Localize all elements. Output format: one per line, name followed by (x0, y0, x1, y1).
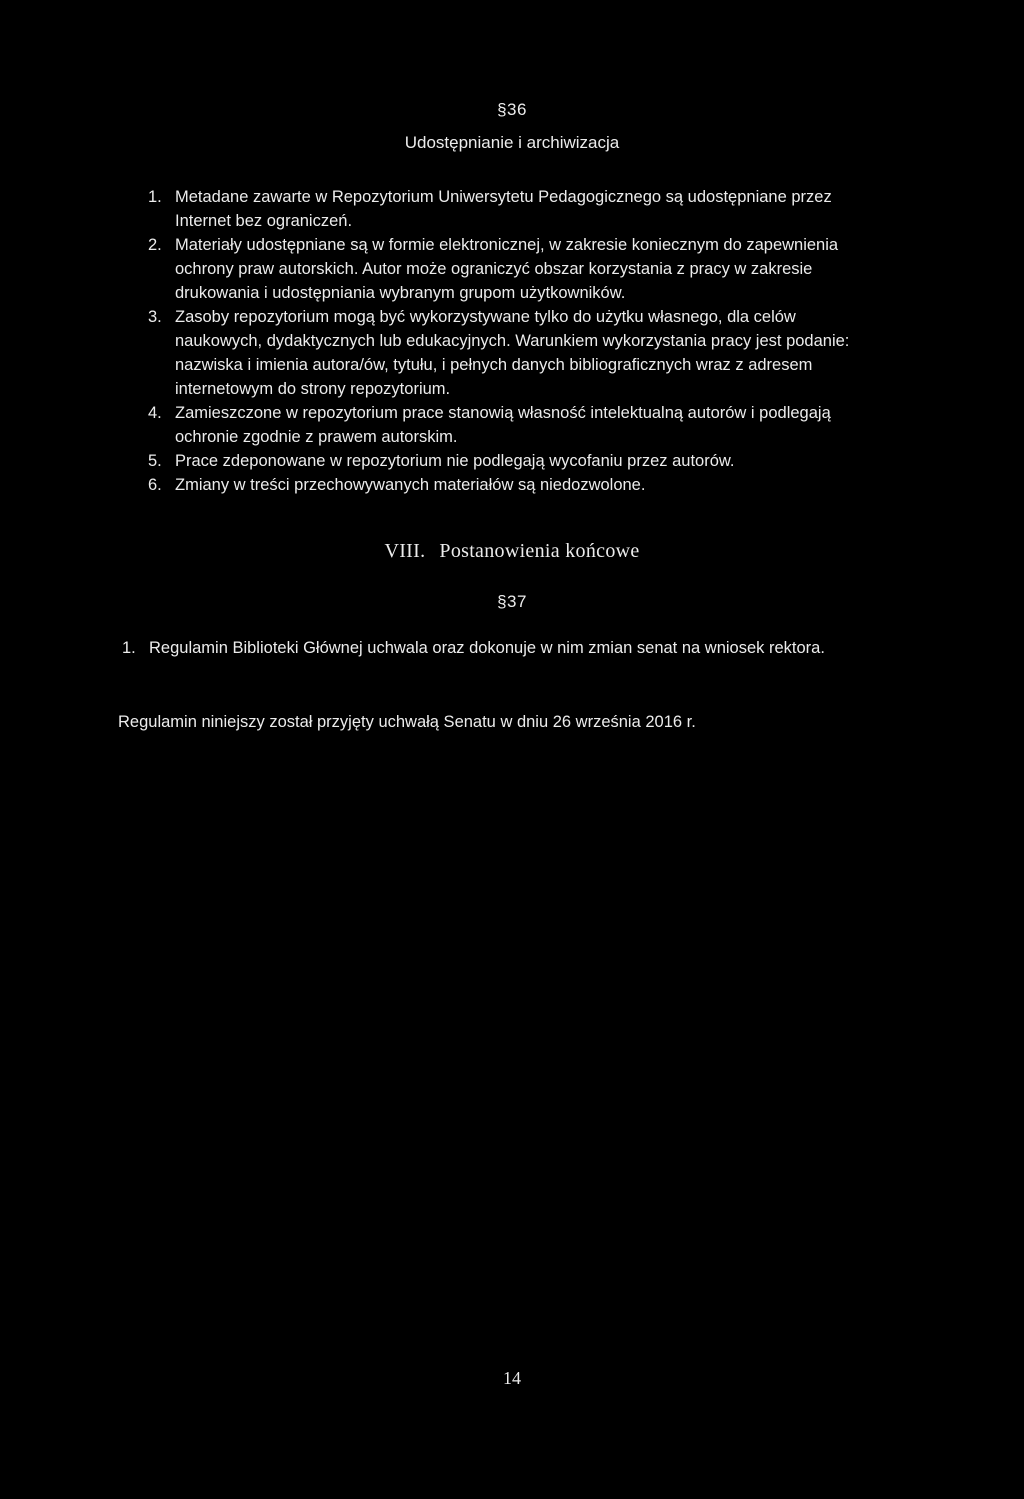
list-item-number: 1. (122, 639, 136, 657)
chapter-number: VIII. (384, 540, 426, 562)
list-item (148, 449, 878, 473)
section-37-list (122, 636, 922, 660)
section-37-number: §37 (497, 592, 527, 611)
list-item-text: Regulamin Biblioteki Głównej uchwala oraz dokonuje w nim zmian senat na wniosek rektora. (149, 639, 825, 657)
list-item (148, 233, 878, 305)
list-item-number: 3. (148, 308, 162, 326)
list-item (122, 636, 922, 660)
list-item-number: 4. (148, 404, 162, 422)
list-item-text: Zasoby repozytorium mogą być wykorzystywane tylko do użytku własnego, dla celów naukowych, dydaktycznych lub edukacyjnych. Warunkiem wykorzystania pracy jest podanie: nazwiska i imienia autora/ów, tytułu, i pełnych danych bibliograficznych wraz z adresem internetowym do strony repozytorium. (175, 308, 850, 398)
list-item (148, 305, 878, 401)
closing-statement: Regulamin niniejszy został przyjęty uchwałą Senatu w dniu 26 września 2016 r. (118, 713, 696, 731)
list-item-number: 6. (148, 476, 162, 494)
list-item-text: Zmiany w treści przechowywanych materiałów są niedozwolone. (175, 476, 646, 494)
section-36-title: Udostępnianie i archiwizacja (404, 133, 620, 152)
chapter-title: Postanowienia końcowe (439, 540, 640, 562)
list-item-text: Materiały udostępniane są w formie elektronicznej, w zakresie koniecznym do zapewnienia ochrony praw autorskich. Autor może ograniczyć obszar korzystania z pracy w zakresie drukowania i udostępniania wybranym grupom użytkowników. (175, 236, 839, 302)
list-item (148, 473, 878, 497)
page-number: 14 (503, 1368, 521, 1388)
section-36-number: §36 (497, 100, 527, 119)
list-item-text: Zamieszczone w repozytorium prace stanowią własność intelektualną autorów i podlegają ochronie zgodnie z prawem autorskim. (175, 404, 831, 446)
list-item-number: 1. (148, 188, 162, 206)
list-item-text: Metadane zawarte w Repozytorium Uniwersytetu Pedagogicznego są udostępniane przez Internet bez ograniczeń. (175, 188, 832, 230)
section-36-list (148, 185, 878, 497)
list-item-text: Prace zdeponowane w repozytorium nie podlegają wycofaniu przez autorów. (175, 452, 735, 470)
list-item-number: 5. (148, 452, 162, 470)
list-item (148, 185, 878, 233)
list-item-number: 2. (148, 236, 162, 254)
chapter-heading (0, 540, 1024, 563)
list-item (148, 401, 878, 449)
